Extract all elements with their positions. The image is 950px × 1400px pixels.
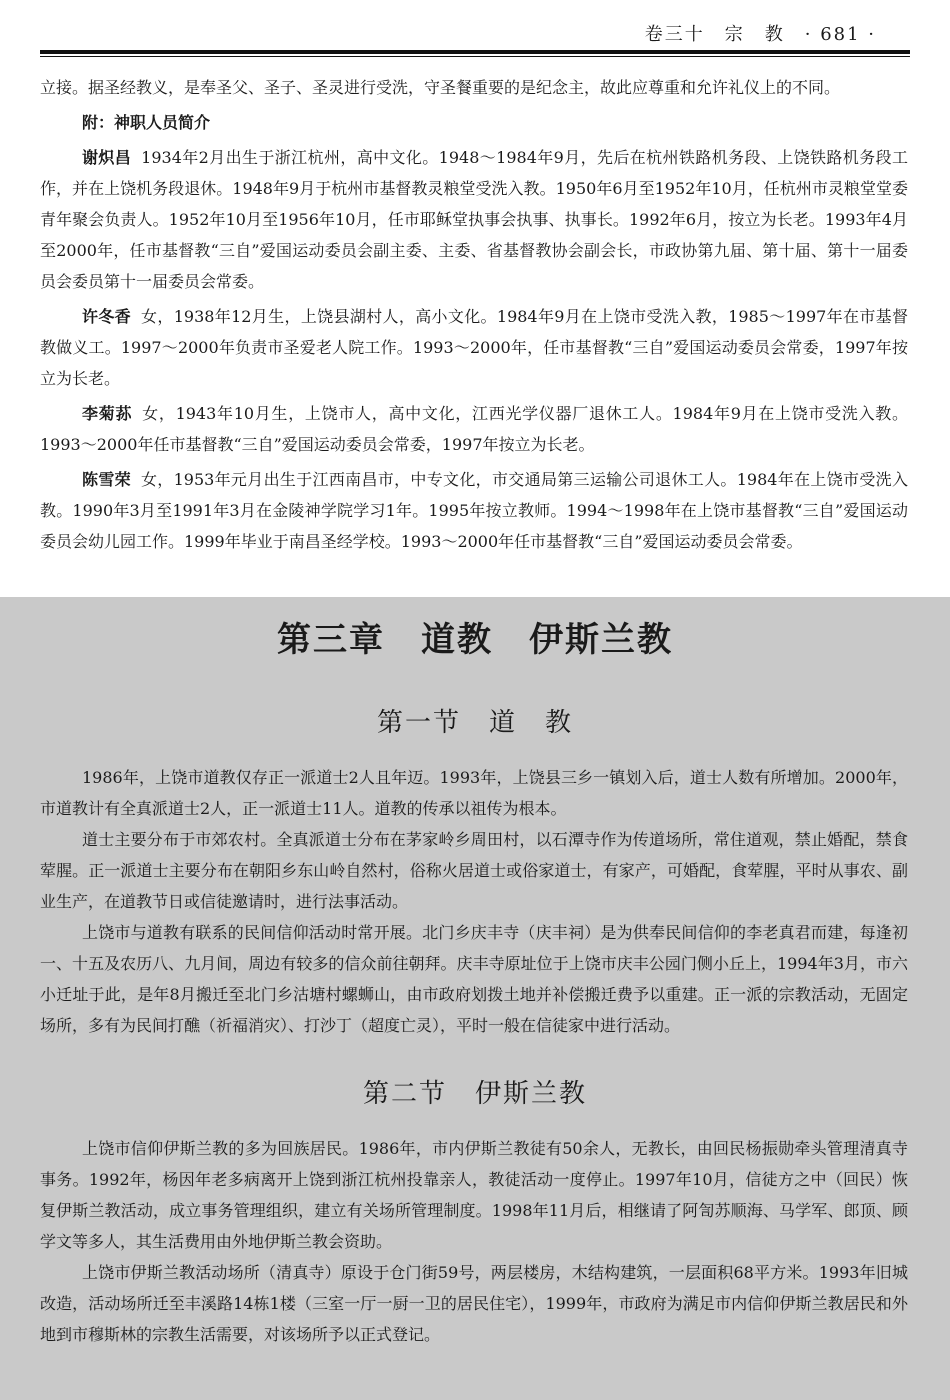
bio-text: 女，1953年元月出生于江西南昌市，中专文化，市交通局第三运输公司退休工人。1984年在上饶市受洗入教。1990年3月至1991年3月在金陵神学院学习1年。1995年按立教师。1994～1998年在上饶市基督教“三自”爱国运动委员会幼儿园工作。1999年毕业于南昌圣经学校。1993～2000年任市基督教“三自”爱国运动委员会常委。 [40, 470, 908, 551]
bio-text: 女，1943年10月生，上饶市人，高中文化，江西光学仪器厂退休工人。1984年9月在上饶市受洗入教。1993～2000年任市基督教“三自”爱国运动委员会常委，1997年按立为长老。 [40, 404, 908, 454]
bio-text: 1934年2月出生于浙江杭州，高中文化。1948～1984年9月，先后在杭州铁路机务段、上饶铁路机务段工作，并在上饶机务段退休。1948年9月于杭州市基督教灵粮堂受洗入教。1950年6月至1952年10月，任杭州市灵粮堂堂委青年聚会负责人。1952年10月至1956年10月，任市耶稣堂执事会执事、执事长。1992年6月，按立为长老。1993年4月至2000年，任市基督教“三自”爱国运动委员会副主委、主委、省基督教协会副会长，市政协第九届、第十届、第十一届委员会委员第十一届委员会常委。 [40, 148, 908, 291]
bio-text: 女，1938年12月生，上饶县湖村人，高小文化。1984年9月在上饶市受洗入教，1985～1997年在市基督教做义工。1997～2000年负责市圣爱老人院工作。1993～2000年，任市基督教“三自”爱国运动委员会常委，1997年按立为长老。 [40, 307, 908, 388]
chapter-title: 第三章 道教 伊斯兰教 [277, 620, 673, 660]
bio-name: 陈雪荣 [82, 470, 131, 489]
section-title-daoism: 第一节 道 教 [376, 708, 573, 738]
section-body-daoism [40, 762, 908, 1041]
bio-name: 许冬香 [82, 307, 132, 326]
section-title-islam: 第二节 伊斯兰教 [362, 1079, 587, 1109]
bio-paragraph [40, 142, 908, 297]
bio-paragraph [40, 464, 908, 557]
bio-name: 谢炽昌 [82, 148, 132, 167]
bio-paragraph [40, 301, 908, 394]
intro-paragraph: 立接。据圣经教义，是奉圣父、圣子、圣灵进行受洗，守圣餐重要的是纪念主，故此应尊重和允许礼仪上的不同。 [40, 78, 841, 97]
bio-paragraph [40, 398, 908, 460]
header-rule-thin [40, 56, 910, 57]
top-section [40, 72, 908, 561]
body-paragraph: 上饶市与道教有联系的民间信仰活动时常开展。北门乡庆丰寺（庆丰祠）是为供奉民间信仰的李老真君而建，每逢初一、十五及农历八、九月间，周边有较多的信众前往朝拜。庆丰寺原址位于上饶市庆丰公园门侧小丘上，1994年3月，市六小迁址于此，是年8月搬迁至北门乡沽塘村螺蛳山，由市政府划拨土地并补偿搬迁费予以重建。正一派的宗教活动，无固定场所，多有为民间打醮（祈福消灾）、打沙丁（超度亡灵），平时一般在信徒家中进行活动。 [40, 923, 908, 1035]
body-paragraph: 道士主要分布于市郊农村。全真派道士分布在茅家岭乡周田村，以石潭寺作为传道场所，常住道观，禁止婚配，禁食荤腥。正一派道士主要分布在朝阳乡东山岭自然村，俗称火居道士或俗家道士，有家产，可婚配，食荤腥，平时从事农、副业生产，在道教节日或信徒邀请时，进行法事活动。 [40, 830, 908, 911]
body-paragraph: 上饶市信仰伊斯兰教的多为回族居民。1986年，市内伊斯兰教徒有50余人，无教长，由回民杨振勋牵头管理清真寺事务。1992年，杨因年老多病离开上饶到浙江杭州投靠亲人，教徒活动一度停止。1997年10月，信徒方之中（回民）恢复伊斯兰教活动，成立事务管理组织，建立有关场所管理制度。1998年11月后，相继请了阿訇苏顺海、马学军、郎顶、顾学文等多人，其生活费用由外地伊斯兰教会资助。 [40, 1139, 908, 1251]
body-paragraph: 上饶市伊斯兰教活动场所（清真寺）原设于仓门街59号，两层楼房，木结构建筑，一层面积68平方米。1993年旧城改造，活动场所迁至丰溪路14栋1楼（三室一厅一厨一卫的居民住宅），1999年，市政府为满足市内信仰伊斯兰教居民和外地到市穆斯林的宗教生活需要，对该场所予以正式登记。 [40, 1263, 908, 1344]
bio-name: 李菊荪 [82, 404, 133, 423]
running-header: 卷三十 宗 教 · 681 · [644, 24, 876, 45]
appendix-title: 附：神职人员简介 [82, 113, 211, 132]
header-rule-thick [40, 50, 910, 54]
page-header [40, 18, 910, 52]
body-paragraph: 1986年，上饶市道教仅存正一派道士2人且年迈。1993年，上饶县三乡一镇划入后，道士人数有所增加。2000年，市道教计有全真派道士2人，正一派道士11人。道教的传承以祖传为根本。 [40, 768, 908, 818]
section-body-islam [40, 1133, 908, 1350]
